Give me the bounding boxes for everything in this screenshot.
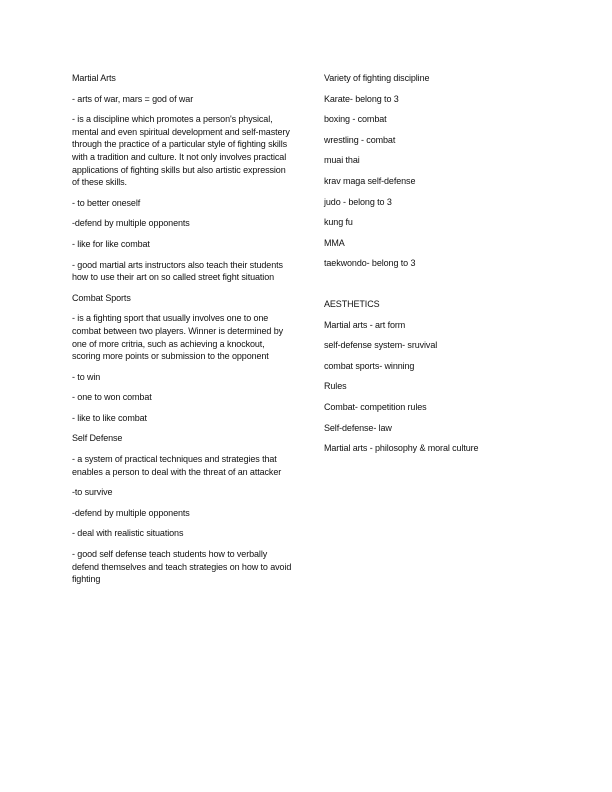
paragraph: - one to won combat (72, 392, 152, 403)
list-item: kung fu (324, 217, 353, 228)
left-column (72, 72, 294, 594)
paragraph: -defend by multiple opponents (72, 507, 190, 518)
paragraph: - is a fighting sport that usually involves one to one combat between two players. Winner is determined by one of more critria, such as achieving a knockout, scoring more points or submission to the opponent (72, 313, 284, 362)
paragraph: - good self defense teach students how to verbally defend themselves and teach strategies on how to avoid fighting (72, 549, 292, 585)
list-item: muai thai (324, 155, 360, 166)
list-item: self-defense system- sruvival (324, 340, 438, 351)
list-item: krav maga self-defense (324, 175, 416, 186)
list-item: boxing - combat (324, 114, 387, 125)
list-item: Combat- competition rules (324, 401, 427, 412)
paragraph: -defend by multiple opponents (72, 218, 190, 229)
paragraph: - is a discipline which promotes a person's physical, mental and even spiritual development and self-mastery through the practice of a particular style of fighting skills with a tradition and culture. It not only involves practical applications of fighting skills but also artistic expression of these skills. (72, 114, 290, 188)
list-item: wrestling - combat (324, 134, 396, 145)
list-item: Self-defense- law (324, 422, 392, 433)
heading-fighting-disciplines: Variety of fighting discipline (324, 73, 430, 83)
list-item: Karate- belong to 3 (324, 93, 399, 104)
heading-martial-arts: Martial Arts (72, 73, 116, 83)
paragraph: -to survive (72, 487, 113, 498)
paragraph: - a system of practical techniques and strategies that enables a person to deal with the threat of an attacker (72, 454, 282, 477)
paragraph: - arts of war, mars = god of war (72, 93, 194, 104)
list-item: combat sports- winning (324, 360, 415, 371)
paragraph: - good martial arts instructors also teach their students how to use their art on so called street fight situation (72, 259, 283, 283)
heading-combat-sports: Combat Sports (72, 292, 131, 303)
list-item: judo - belong to 3 (324, 196, 392, 207)
list-item: Martial arts - art form (324, 319, 406, 330)
section-spacer (324, 278, 546, 298)
paragraph: - to better oneself (72, 197, 141, 208)
list-item: taekwondo- belong to 3 (324, 258, 416, 269)
heading-self-defense: Self Defense (72, 433, 123, 444)
paragraph: - like to like combat (72, 412, 147, 423)
list-item: Martial arts - philosophy & moral culture (324, 443, 479, 454)
right-column (324, 72, 546, 463)
list-item: Rules (324, 381, 347, 392)
paragraph: - to win (72, 371, 101, 382)
heading-aesthetics: AESTHETICS (324, 298, 380, 309)
paragraph: - like for like combat (72, 238, 150, 249)
paragraph: - deal with realistic situations (72, 528, 184, 539)
list-item: MMA (324, 237, 345, 248)
